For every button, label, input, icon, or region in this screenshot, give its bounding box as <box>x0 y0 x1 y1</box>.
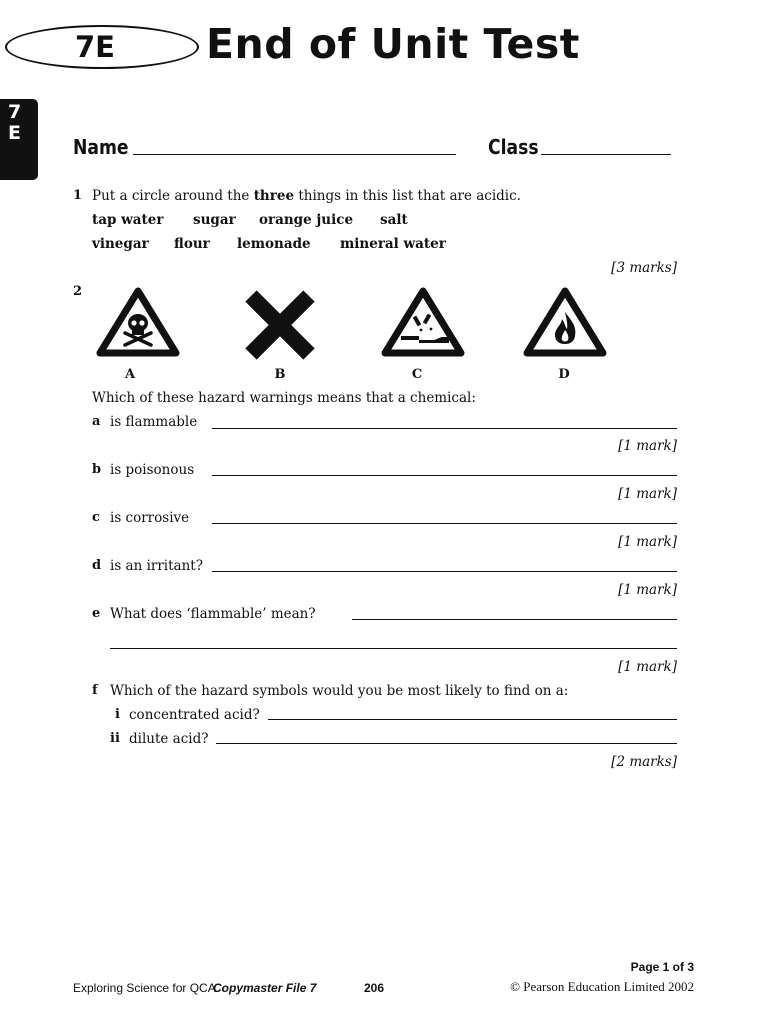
list-item-lemonade[interactable]: lemonade <box>237 236 311 252</box>
question-1-text-before: Put a circle around the <box>92 188 250 204</box>
part-d-marks: [1 mark] <box>618 582 677 598</box>
part-b-letter: b <box>92 462 102 477</box>
part-d-letter: d <box>92 558 102 573</box>
question-1-marks: [3 marks] <box>611 260 677 276</box>
part-f-ii-answer-line[interactable] <box>216 743 677 744</box>
question-2-number: 2 <box>73 284 83 299</box>
list-item-tap-water[interactable]: tap water <box>92 212 164 228</box>
footer-copyright: © Pearson Education Limited 2002 <box>510 979 694 994</box>
part-f-letter: f <box>92 683 98 698</box>
part-c-marks: [1 mark] <box>618 534 677 550</box>
corrosive-icon <box>379 286 467 358</box>
toxic-icon <box>95 286 181 358</box>
list-item-mineral-water[interactable]: mineral water <box>340 236 446 252</box>
part-c-text: is corrosive <box>110 510 190 526</box>
part-a-letter: a <box>92 414 101 429</box>
part-e-text: What does ‘flammable’ mean? <box>110 606 316 622</box>
part-a-marks: [1 mark] <box>618 438 677 454</box>
part-f-i-label: i <box>115 707 120 722</box>
list-item-flour[interactable]: flour <box>174 236 210 252</box>
part-e-letter: e <box>92 606 101 621</box>
symbol-label-a: A <box>124 367 136 382</box>
part-d-answer-line[interactable] <box>212 571 677 572</box>
part-e-answer-line-1[interactable] <box>352 619 677 620</box>
part-f-marks: [2 marks] <box>611 754 677 770</box>
name-label: Name <box>73 135 129 159</box>
footer-series: Exploring Science for QCA <box>73 981 216 995</box>
question-1-text <box>92 187 521 205</box>
part-f-i-answer-line[interactable] <box>268 719 677 720</box>
list-item-salt[interactable]: salt <box>380 212 408 228</box>
flammable-icon <box>521 286 609 358</box>
list-item-sugar[interactable]: sugar <box>193 212 236 228</box>
page-title: End of Unit Test <box>206 20 580 68</box>
footer-copymaster: Copymaster File 7 <box>213 981 317 995</box>
part-f-i-text: concentrated acid? <box>129 707 260 723</box>
symbol-label-d: D <box>558 367 570 382</box>
part-c-answer-line[interactable] <box>212 523 677 524</box>
part-e-marks: [1 mark] <box>618 659 677 675</box>
side-tab <box>0 99 38 180</box>
part-f-ii-label: ii <box>110 731 120 746</box>
part-b-answer-line[interactable] <box>212 475 677 476</box>
list-item-orange-juice[interactable]: orange juice <box>259 212 354 228</box>
class-field[interactable] <box>541 154 671 155</box>
part-f-text: Which of the hazard symbols would you be most likely to find on a: <box>110 683 569 699</box>
list-item-vinegar[interactable]: vinegar <box>92 236 149 252</box>
question-1-text-after: things in this list that are acidic. <box>298 188 521 204</box>
symbol-label-c: C <box>411 367 423 382</box>
symbol-label-b: B <box>274 367 286 382</box>
part-f-ii-text: dilute acid? <box>129 731 209 747</box>
class-label: Class <box>488 135 539 159</box>
part-c-letter: c <box>92 510 100 525</box>
unit-code: 7E <box>75 30 115 64</box>
part-a-answer-line[interactable] <box>212 428 677 429</box>
question-2-prompt: Which of these hazard warnings means that a chemical: <box>92 390 476 406</box>
part-b-text: is poisonous <box>110 462 195 478</box>
footer-page-number: 206 <box>364 981 385 995</box>
harmful-cross-icon <box>243 290 317 360</box>
part-e-answer-line-2[interactable] <box>110 648 677 649</box>
page-indicator: Page 1 of 3 <box>630 960 694 974</box>
side-tab-line2: E <box>8 122 21 144</box>
part-b-marks: [1 mark] <box>618 486 677 502</box>
question-1-number: 1 <box>73 188 83 203</box>
part-a-text: is flammable <box>110 414 198 430</box>
part-d-text: is an irritant? <box>110 558 203 574</box>
side-tab-line1: 7 <box>8 101 22 123</box>
question-1-text-bold: three <box>253 188 295 204</box>
name-field[interactable] <box>133 154 456 155</box>
